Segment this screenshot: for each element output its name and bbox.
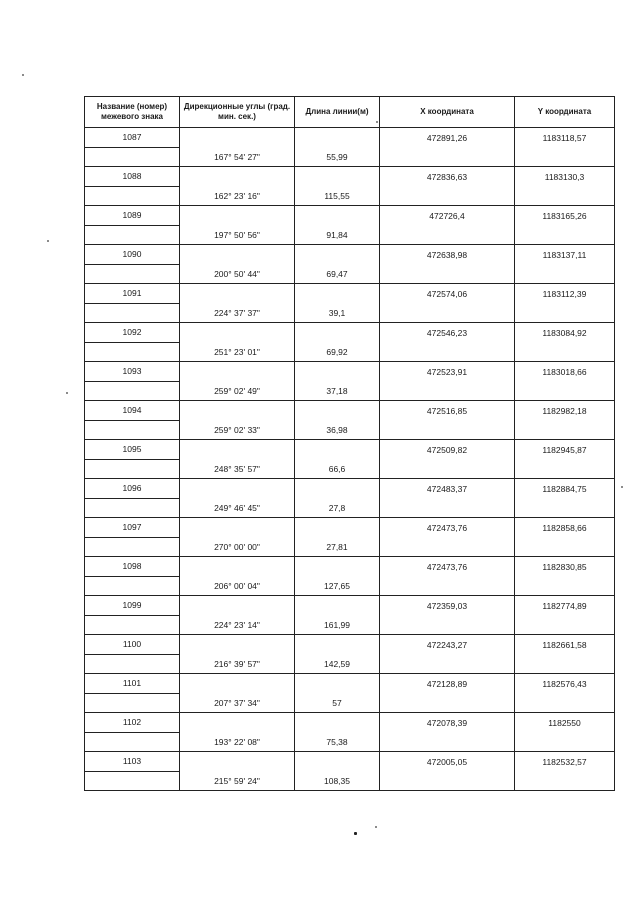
cell-angle: 206° 00' 04": [180, 576, 295, 596]
cell-name: [85, 498, 180, 518]
cell-name: [85, 654, 180, 674]
cell-angle: 224° 23' 14": [180, 615, 295, 635]
cell-name: 1100: [85, 635, 180, 655]
cell-name: [85, 186, 180, 206]
cell-name: 1103: [85, 752, 180, 772]
cell-y: [515, 498, 615, 518]
cell-angle: [180, 128, 295, 148]
cell-name: [85, 576, 180, 596]
cell-name: 1087: [85, 128, 180, 148]
cell-name: [85, 264, 180, 284]
point-row: [85, 323, 615, 343]
cell-angle: [180, 167, 295, 187]
cell-length: 27,81: [295, 537, 380, 557]
cell-y: [515, 654, 615, 674]
cell-name: [85, 303, 180, 323]
cell-length: 75,38: [295, 732, 380, 752]
cell-y: 1182945,87: [515, 440, 615, 460]
cell-y: 1182576,43: [515, 674, 615, 694]
cell-length: [295, 479, 380, 499]
cell-angle: [180, 713, 295, 733]
cell-x: [380, 771, 515, 791]
cell-name: [85, 693, 180, 713]
cell-y: 1183137,11: [515, 245, 615, 265]
cell-name: [85, 342, 180, 362]
cell-length: [295, 674, 380, 694]
cell-y: 1183084,92: [515, 323, 615, 343]
segment-row: [85, 537, 615, 557]
cell-y: [515, 264, 615, 284]
point-row: [85, 284, 615, 304]
cell-angle: [180, 674, 295, 694]
cell-y: [515, 693, 615, 713]
cell-angle: [180, 245, 295, 265]
cell-y: 1183018,66: [515, 362, 615, 382]
cell-name: 1095: [85, 440, 180, 460]
segment-row: [85, 186, 615, 206]
cell-x: 472078,39: [380, 713, 515, 733]
segment-row: [85, 771, 615, 791]
cell-y: 1182774,89: [515, 596, 615, 616]
segment-row: [85, 264, 615, 284]
cell-y: [515, 771, 615, 791]
segment-row: [85, 303, 615, 323]
cell-x: 472005,05: [380, 752, 515, 772]
cell-length: 108,35: [295, 771, 380, 791]
cell-y: 1182550: [515, 713, 615, 733]
point-row: [85, 167, 615, 187]
cell-y: [515, 303, 615, 323]
cell-x: 472638,98: [380, 245, 515, 265]
segment-row: [85, 498, 615, 518]
cell-length: [295, 401, 380, 421]
cell-angle: [180, 401, 295, 421]
cell-name: 1101: [85, 674, 180, 694]
cell-length: 37,18: [295, 381, 380, 401]
cell-x: 472574,06: [380, 284, 515, 304]
point-row: [85, 518, 615, 538]
cell-angle: 249° 46' 45": [180, 498, 295, 518]
point-row: [85, 635, 615, 655]
cell-angle: [180, 635, 295, 655]
cell-name: 1097: [85, 518, 180, 538]
cell-y: [515, 225, 615, 245]
cell-name: [85, 420, 180, 440]
cell-y: 1182982,18: [515, 401, 615, 421]
cell-x: [380, 342, 515, 362]
cell-y: 1182884,75: [515, 479, 615, 499]
cell-length: [295, 752, 380, 772]
cell-y: 1183112,39: [515, 284, 615, 304]
point-row: [85, 128, 615, 148]
cell-length: 115,55: [295, 186, 380, 206]
cell-x: 472509,82: [380, 440, 515, 460]
cell-x: 472516,85: [380, 401, 515, 421]
cell-length: 127,65: [295, 576, 380, 596]
cell-x: 472726,4: [380, 206, 515, 226]
cell-angle: 207° 37' 34": [180, 693, 295, 713]
cell-angle: 167° 54' 27": [180, 147, 295, 167]
cell-angle: [180, 752, 295, 772]
header-length: Длина линии(м): [295, 97, 380, 128]
cell-length: 27,8: [295, 498, 380, 518]
segment-row: [85, 693, 615, 713]
cell-length: [295, 440, 380, 460]
cell-x: [380, 186, 515, 206]
cell-length: [295, 245, 380, 265]
cell-x: [380, 537, 515, 557]
cell-name: [85, 771, 180, 791]
cell-name: 1092: [85, 323, 180, 343]
cell-angle: [180, 557, 295, 577]
point-row: [85, 557, 615, 577]
cell-x: 472483,37: [380, 479, 515, 499]
cell-x: [380, 693, 515, 713]
cell-length: 69,92: [295, 342, 380, 362]
cell-length: [295, 167, 380, 187]
cell-name: 1091: [85, 284, 180, 304]
cell-length: [295, 635, 380, 655]
scan-speck: [621, 486, 623, 488]
segment-row: [85, 420, 615, 440]
header-x: Х координата: [380, 97, 515, 128]
cell-length: [295, 128, 380, 148]
cell-y: [515, 732, 615, 752]
cell-angle: [180, 440, 295, 460]
cell-angle: 216° 39' 57": [180, 654, 295, 674]
header-y: Y координата: [515, 97, 615, 128]
cell-y: [515, 186, 615, 206]
cell-angle: 259° 02' 33": [180, 420, 295, 440]
cell-length: [295, 713, 380, 733]
point-row: [85, 245, 615, 265]
cell-length: 142,59: [295, 654, 380, 674]
cell-angle: [180, 323, 295, 343]
cell-name: [85, 381, 180, 401]
segment-row: [85, 381, 615, 401]
point-row: [85, 362, 615, 382]
segment-row: [85, 459, 615, 479]
cell-y: [515, 615, 615, 635]
cell-name: 1102: [85, 713, 180, 733]
cell-angle: 270° 00' 00": [180, 537, 295, 557]
point-row: [85, 440, 615, 460]
point-row: [85, 674, 615, 694]
cell-x: [380, 459, 515, 479]
segment-row: [85, 654, 615, 674]
cell-length: 161,99: [295, 615, 380, 635]
cell-x: [380, 264, 515, 284]
cell-name: 1098: [85, 557, 180, 577]
cell-name: [85, 147, 180, 167]
header-angle: Дирекционные углы (град. мин. сек.): [180, 97, 295, 128]
cell-angle: [180, 479, 295, 499]
cell-y: [515, 459, 615, 479]
cell-angle: 224° 37' 37": [180, 303, 295, 323]
cell-y: 1182830,85: [515, 557, 615, 577]
cell-x: [380, 225, 515, 245]
table-body: [85, 128, 615, 791]
cell-y: [515, 381, 615, 401]
cell-name: 1094: [85, 401, 180, 421]
scan-speck: [22, 74, 24, 76]
cell-length: 55,99: [295, 147, 380, 167]
cell-angle: 162° 23' 16": [180, 186, 295, 206]
cell-x: 472243,27: [380, 635, 515, 655]
cell-name: 1089: [85, 206, 180, 226]
cell-y: [515, 420, 615, 440]
cell-x: [380, 654, 515, 674]
cell-x: [380, 303, 515, 323]
cell-name: 1099: [85, 596, 180, 616]
cell-x: [380, 498, 515, 518]
cell-length: 36,98: [295, 420, 380, 440]
cell-angle: [180, 284, 295, 304]
cell-angle: [180, 518, 295, 538]
scan-speck: [66, 392, 68, 394]
cell-length: 57: [295, 693, 380, 713]
cell-x: 472546,23: [380, 323, 515, 343]
cell-length: [295, 206, 380, 226]
cell-x: 472128,89: [380, 674, 515, 694]
cell-name: 1088: [85, 167, 180, 187]
cell-y: 1183165,26: [515, 206, 615, 226]
scan-speck: [375, 826, 377, 828]
cell-name: [85, 537, 180, 557]
cell-angle: 251° 23' 01": [180, 342, 295, 362]
cell-x: [380, 381, 515, 401]
cell-length: 66,6: [295, 459, 380, 479]
cell-length: [295, 596, 380, 616]
cell-name: [85, 225, 180, 245]
cell-x: 472359,03: [380, 596, 515, 616]
table-header-row: [85, 97, 615, 128]
cell-y: 1182532,57: [515, 752, 615, 772]
cell-angle: 248° 35' 57": [180, 459, 295, 479]
cell-length: [295, 557, 380, 577]
cell-x: 472836,63: [380, 167, 515, 187]
cell-x: 472891,26: [380, 128, 515, 148]
segment-row: [85, 147, 615, 167]
cell-angle: 200° 50' 44": [180, 264, 295, 284]
cell-angle: 193° 22' 08": [180, 732, 295, 752]
cell-name: [85, 732, 180, 752]
cell-name: 1093: [85, 362, 180, 382]
cell-length: 91,84: [295, 225, 380, 245]
cell-length: [295, 284, 380, 304]
point-row: [85, 479, 615, 499]
point-row: [85, 752, 615, 772]
cell-x: 472523,91: [380, 362, 515, 382]
scan-speck: [47, 240, 49, 242]
segment-row: [85, 225, 615, 245]
cell-angle: [180, 362, 295, 382]
cell-y: 1183118,57: [515, 128, 615, 148]
cell-name: [85, 615, 180, 635]
cell-x: [380, 576, 515, 596]
cell-length: [295, 518, 380, 538]
cell-angle: [180, 596, 295, 616]
cell-y: [515, 342, 615, 362]
cell-length: 39,1: [295, 303, 380, 323]
cell-x: [380, 732, 515, 752]
segment-row: [85, 576, 615, 596]
scan-speck: [354, 832, 357, 835]
cell-length: [295, 362, 380, 382]
cell-name: 1096: [85, 479, 180, 499]
cell-x: [380, 420, 515, 440]
cell-angle: 197° 50' 56": [180, 225, 295, 245]
segment-row: [85, 342, 615, 362]
header-name: Название (номер) межевого знака: [85, 97, 180, 128]
cell-length: 69,47: [295, 264, 380, 284]
cell-y: [515, 537, 615, 557]
cell-angle: [180, 206, 295, 226]
point-row: [85, 596, 615, 616]
cell-name: 1090: [85, 245, 180, 265]
cell-angle: 259° 02' 49": [180, 381, 295, 401]
cell-x: [380, 147, 515, 167]
cell-y: [515, 147, 615, 167]
cell-x: 472473,76: [380, 518, 515, 538]
segment-row: [85, 615, 615, 635]
point-row: [85, 206, 615, 226]
cell-length: [295, 323, 380, 343]
cell-y: 1183130,3: [515, 167, 615, 187]
cell-angle: 215° 59' 24": [180, 771, 295, 791]
cell-y: 1182858,66: [515, 518, 615, 538]
point-row: [85, 713, 615, 733]
cell-x: [380, 615, 515, 635]
cell-y: [515, 576, 615, 596]
boundary-coordinates-table: [84, 96, 615, 791]
cell-y: 1182661,58: [515, 635, 615, 655]
cell-name: [85, 459, 180, 479]
point-row: [85, 401, 615, 421]
segment-row: [85, 732, 615, 752]
cell-x: 472473,76: [380, 557, 515, 577]
